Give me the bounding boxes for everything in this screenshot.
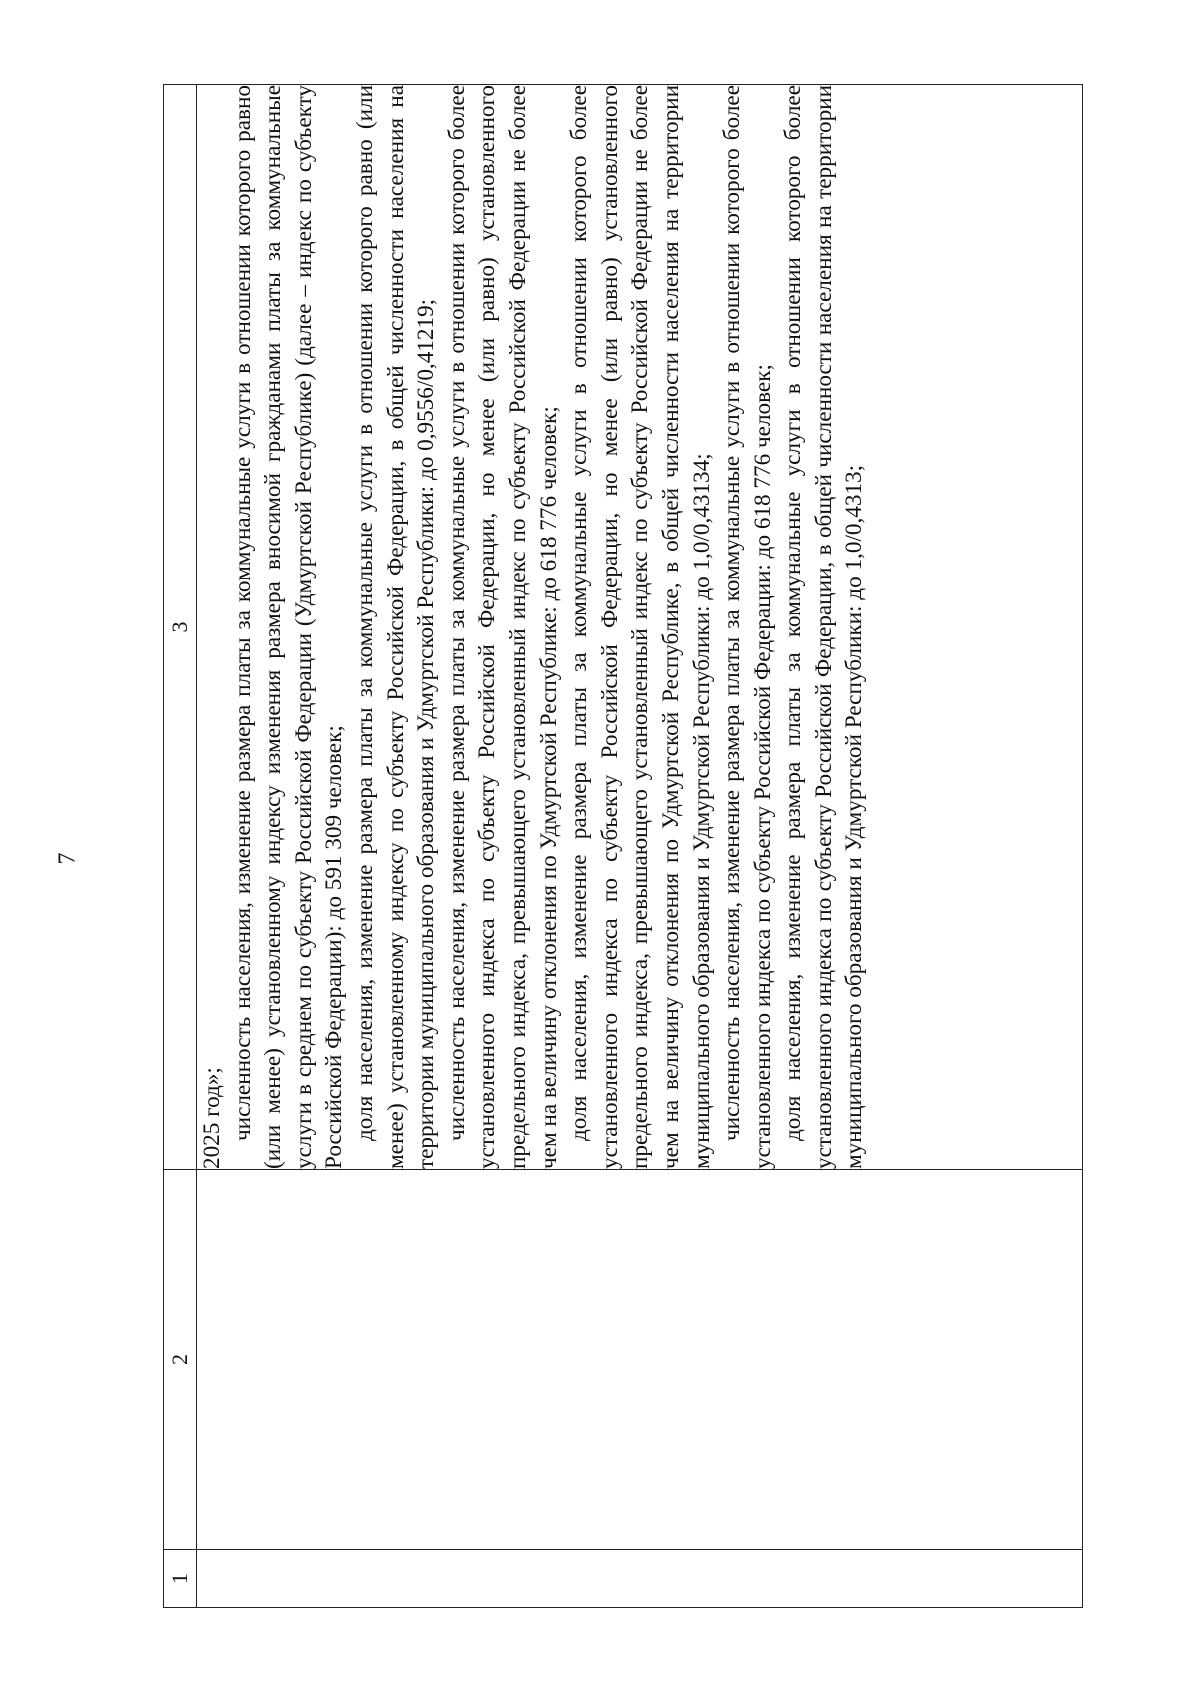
column-header-3: 3 — [164, 85, 197, 1170]
table-row — [197, 85, 1083, 1608]
paragraph-share-more-than-index: доля населения, изменение размера платы за коммунальные услуги в отношении которого более установленного индекса по субъекту Российской Федерации, в общей численности населения на территории муниципального образования и Удмуртской Республики: до 1,0/0,4313; — [780, 85, 868, 1169]
page-number: 7 — [54, 852, 81, 865]
paragraph-share-above-index: доля населения, изменение размера платы за коммунальные услуги в отношении которого более установленного индекса по субъекту Российской Федерации, но менее (или равно) установленного предельного индекса, превышающего установленный индекс по субъекту Российской Федерации не более чем на величину отклонения по Удмуртской Республике, в общей численности населения на территории муниципального образования и Удмуртской Республики: до 1,0/0,43134; — [566, 85, 715, 1169]
column-header-1: 1 — [164, 1550, 197, 1608]
document-table — [163, 84, 1083, 1608]
paragraph-population-equal-index: численность населения, изменение размера платы за коммунальные услуги в отношении которого равно (или менее) установленному индексу изменения размера вносимой гражданами платы за коммунальные услуги в среднем по субъекту Российской Федерации (Удмуртской Республике) (далее – индекс по субъекту Российской Федерации): до 591 309 человек; — [229, 85, 348, 1169]
paragraph-year: 2025 год»; — [199, 1067, 225, 1169]
column-2-cell — [197, 1170, 1083, 1550]
column-1-cell — [197, 1550, 1083, 1608]
column-3-cell — [197, 85, 1083, 1170]
rotated-table-container — [163, 85, 1083, 1608]
paragraph-population-above-index: численность населения, изменение размера платы за коммунальные услуги в отношении которого более установленного индекса по субъекту Российской Федерации, но менее (или равно) установленного предельного индекса, превышающего установленный индекс по субъекту Российской Федерации не более чем на величину отклонения по Удмуртской Республике: до 618 776 человек; — [443, 85, 562, 1169]
paragraph-population-more-than-index: численность населения, изменение размера платы за коммунальные услуги в отношении которого более установленного индекса по субъекту Российской Федерации: до 618 776 человек; — [719, 85, 776, 1169]
column-header-2: 2 — [164, 1170, 197, 1550]
paragraph-share-equal-index: доля населения, изменение размера платы за коммунальные услуги в отношении которого равно (или менее) установленному индексу по субъекту Российской Федерации, в общей численности населения на территории муниципального образования и Удмуртской Республики: до 0,9556/0,41219; — [351, 85, 440, 1169]
table-header-row — [164, 85, 197, 1608]
